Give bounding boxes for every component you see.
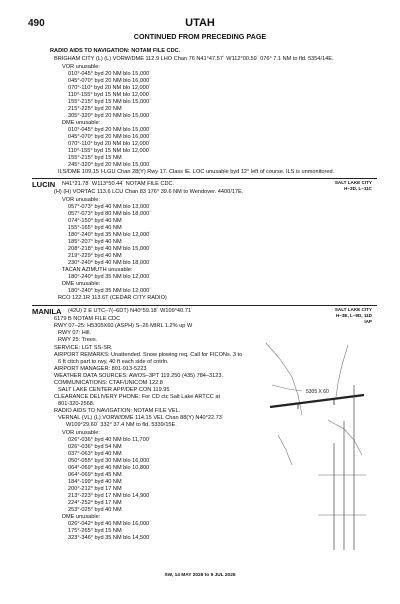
facility-name: LUCIN [32,180,56,189]
page-footer: SW, 14 MAY 2026 to 9 JUL 2026 [164,573,236,578]
runway-end: RWY 25: Trees. [58,337,98,343]
list-item: VOR unusable: [62,64,100,70]
list-item: 064°-069° byd 40 NM blo 10,800´ [68,465,152,471]
list-item: 180°-240° byd 35 NM blo 12,000´ [68,288,152,294]
airport-name: MANILA [32,307,62,316]
section-divider [32,178,377,179]
list-item: VOR unusable: [62,197,100,203]
list-item: DME unusable: [62,281,101,287]
list-item: 010°-045° byd 20 NM blo 15,000´ [68,71,152,77]
list-item: 184°-199° byd 40 NM [68,479,122,485]
clearance-phone: 801-320-2568. [58,401,95,407]
list-item: 070°-110° byd 20 NM blo 12,000´ [68,85,151,91]
facility-coords: N41°21.78´ W113°50.44´ NOTAM FILE CDC. [62,181,175,187]
list-item: 057°-073° byd 80 NM blo 18,000´ [68,211,152,217]
list-item: 074°-150° byd 40 NM [68,218,122,224]
list-item: DME unusable: [62,514,101,520]
manager-line: AIRPORT MANAGER: 801-913-5223 [54,366,147,372]
runway-strip [270,395,364,407]
airport-info: (42U) 2 E UTC–7(–6DT) N40°59.18´ W109°40.71´ [68,308,193,314]
vor-entry: BRIGHAM CITY (L) (L) VORW/DME 112.9 LHO Chan 76 N41°47.57´ W112°00.59´ 076° 7.1 NM to fld. 5354/14E. [54,56,334,62]
city-label: SALT LAKE CITY [334,180,372,185]
terrain-line [336,345,348,397]
elevation-line: 6179 B NOTAM FILE CDC [54,316,121,322]
list-item: 110°-155° byd 15 NM blo 12,000´ [68,92,151,98]
list-item: 050°-055° byd 30 NM blo 16,000´ [68,458,152,464]
list-item: 070°-110° byd 20 NM blo 12,000´ [68,141,151,147]
radio-aids-heading: RADIO AIDS TO NAVIGATION: NOTAM FILE CDC. [50,48,181,54]
runway-end: RWY 07: Hill. [58,330,92,336]
vor-entry-cont: W109°29.60´ 332° 37.4 NM to fld. 5339/15E. [66,422,177,428]
city-label: SALT LAKE CITY [334,307,372,312]
list-item: DME unusable: [62,120,101,126]
list-item: 230°-240° byd 40 NM blo 18,000´ [68,260,152,266]
list-item: 010°-045° byd 20 NM blo 15,000´ [68,127,152,133]
weather-line: WEATHER DATA SOURCES: AWOS–3PT 119.250 (435) 784–3123. [54,373,224,379]
list-item: 215°-225° byd 20 NM [68,106,122,112]
list-item: 200°-212° byd 17 NM [68,486,122,492]
center-line: SALT LAKE CENTER APP/DEP CON 119.95 [58,387,170,393]
section-divider [32,305,377,306]
list-item: 245°-320° byd 20 NM blo 15,000´ [68,162,152,168]
comms-line: COMMUNICATIONS: CTAF/UNICOM 122.8 [54,380,163,386]
list-item: 180°-240° byd 35 NM blo 12,000´ [68,232,152,238]
vortac-entry: (H) (H) VORTAC 113.6 LCU Chan 83 176° 39.6 NM to Wendover. 4400/17E. [54,189,244,195]
clearance-line: CLEARANCE DELIVERY PHONE: For CD ctc Salt Lake ARTCC at [54,394,221,400]
list-item: 155°-215° byd 15 NM [68,155,122,161]
list-item: 155°-165° byd 40 NM [68,225,122,231]
list-item: 305°-320° byd 20 NM blo 15,000´ [68,113,152,119]
state-heading: UTAH [185,17,215,29]
terrain-line [278,435,292,465]
chart-label: H–3D, L–11C [344,186,372,191]
list-item: 208°-218° byd 40 NM blo 15,000´ [68,246,152,252]
list-item: 064°-069° byd 45 NM [68,472,122,478]
list-item: 037°-063° byd 40 NM [68,451,122,457]
airport-diagram [258,325,376,555]
terrain-line [328,420,362,455]
iap-label: IAP [364,319,372,324]
list-item: 175°-265° byd 15 NM [68,528,122,534]
continued-heading: CONTINUED FROM PRECEDING PAGE [133,32,267,41]
list-item: 323°-346° byd 35 NM blo 14,500´ [68,535,152,541]
list-item: 185°-207° byd 40 NM [68,239,122,245]
radio-aids-line: RADIO AIDS TO NAVIGATION: NOTAM FILE VEL. [54,408,181,414]
list-item: 253°-025° byd 40 NM [68,507,122,513]
list-item: TACAN AZIMUTH unusable: [62,267,133,273]
list-item: 026°-036° byd 40 NM blo 11,700´ [68,437,151,443]
ils-entry: ILS/DME 109.15 I-LGU Chan 28(Y) Rwy 17. Class IE. LOC unusable byd 12° left of course. ILS is unmonitored. [58,169,335,175]
runway-line: RWY 07–25: H5305X60 (ASPH) S–26 MIRL 1.2% up W [54,323,193,329]
list-item: 026°-036° byd 54 NM [68,444,122,450]
list-item: 155°-215° byd 15 NM blo 15,000´ [68,99,152,105]
list-item: 180°-240° byd 35 NM blo 12,000´ [68,274,152,280]
list-item: 219°-229° byd 40 NM [68,253,122,259]
remarks-line: AIRPORT REMARKS: Unattended. Snow plowing req. Call for FICONs. 3 to [54,352,243,358]
list-item: 026°-042° byd 40 NM blo 16,000´ [68,521,152,527]
list-item: VOR unusable: [62,430,100,436]
list-item: 045°-070° byd 20 NM blo 16,000´ [68,78,152,84]
rco-entry: RCO 122.1R 113.6T (CEDAR CITY RADIO) [58,295,167,301]
page-number: 490 [28,18,45,29]
list-item: 224°-252° byd 17 NM [68,500,122,506]
runway-label: 5305 X 60 [306,389,329,395]
service-line: SERVICE: LGT SS-SR. [54,345,113,351]
list-item: 110°-155° byd 15 NM blo 12,000´ [68,148,151,154]
remarks-line: 6 ft citch part to rwy, 40 ft each side of cntrln. [58,359,169,365]
list-item: 045°-070° byd 20 NM blo 16,000´ [68,134,152,140]
list-item: 213°-223° byd 17 NM blo 14,900´ [68,493,152,499]
terrain-line [272,385,302,391]
vor-entry: VERNAL (VL) (L) VORW/DME 114.15 VEL Chan 88(Y) N40°22.73´ [58,415,224,421]
list-item: 057°-073° byd 40 NM blo 13,000´ [68,204,152,210]
chart-label: H–3E, L–9D, 11D [335,313,372,318]
